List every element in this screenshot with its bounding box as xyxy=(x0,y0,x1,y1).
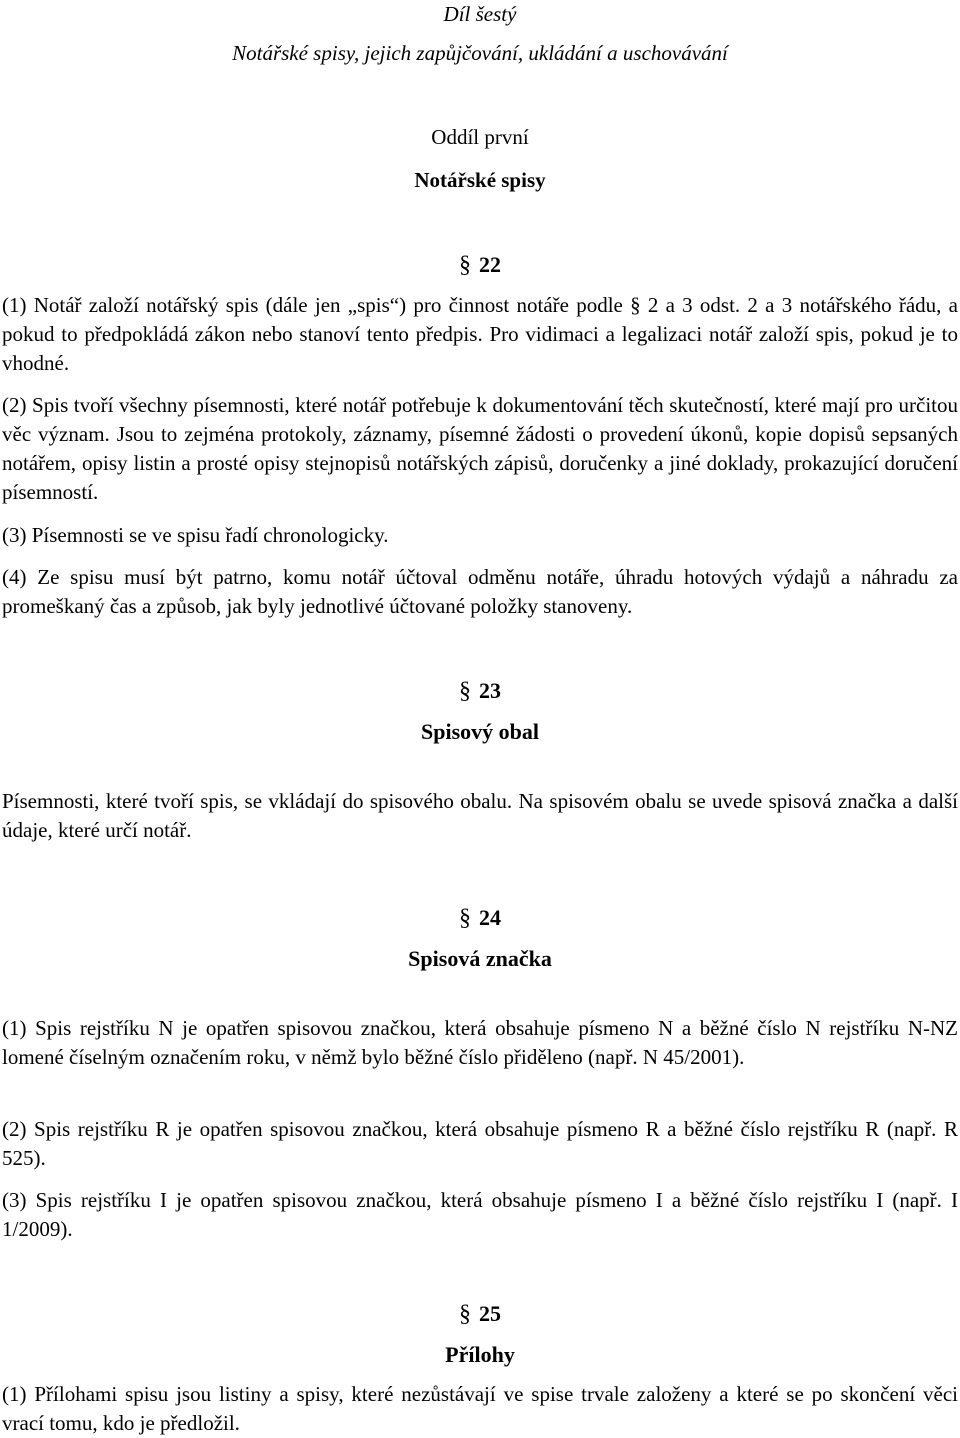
division-label: Oddíl první xyxy=(431,125,529,149)
section-24-heading: Spisová značka xyxy=(408,946,552,971)
section-22-paragraph-2: (2) Spis tvoří všechny písemnosti, které notář potřebuje k dokumentování těch skutečností, které mají pro určitou věc význam. Jsou to zejména protokoly, záznamy, písemné žádosti o provedení úkonů, kopie dopisů sepsaných notářem, opisy listin a prosté opisy stejnopisů notářských zápisů, doručenky a jiné doklady, prokazující doručení písemností. xyxy=(2,393,958,504)
part-title: Notářské spisy, jejich zapůjčování, ukládání a uschovávání xyxy=(232,41,728,65)
section-sign: § xyxy=(459,905,471,931)
section-25-paragraph-1: (1) Přílohami spisu jsou listiny a spisy, které nezůstávají ve spise trvale založeny a které se po skončení věci vrací tomu, kdo je předložil. xyxy=(2,1382,958,1435)
division-title: Notářské spisy xyxy=(414,168,546,192)
section-22-paragraph-4: (4) Ze spisu musí být patrno, komu notář účtoval odměnu notáře, úhradu hotových výdajů a náhradu za promeškaný čas a způsob, jak byly jednotlivé účtované položky stanoveny. xyxy=(2,565,958,618)
section-25-number xyxy=(2,1299,958,1329)
section-24-number xyxy=(2,903,958,933)
section-25-heading: Přílohy xyxy=(445,1342,515,1367)
section-number: 24 xyxy=(479,905,501,930)
section-24-paragraph-2: (2) Spis rejstříku R je opatřen spisovou značkou, která obsahuje písmeno R a běžné číslo rejstříku R (např. R 525). xyxy=(2,1117,958,1170)
part-label: Díl šestý xyxy=(443,2,517,26)
section-22-paragraph-3: (3) Písemnosti se ve spisu řadí chronologicky. xyxy=(2,523,389,547)
section-sign: § xyxy=(459,1301,471,1327)
section-23-paragraph-1: Písemnosti, které tvoří spis, se vkládají do spisového obalu. Na spisovém obalu se uvede spisová značka a další údaje, které určí notář. xyxy=(2,789,958,842)
section-24-paragraph-3: (3) Spis rejstříku I je opatřen spisovou značkou, která obsahuje písmeno I a běžné číslo rejstříku I (např. I 1/2009). xyxy=(2,1188,958,1241)
section-23-heading: Spisový obal xyxy=(421,719,539,744)
section-22-heading xyxy=(2,250,958,280)
section-23-number xyxy=(2,676,958,706)
section-sign: § xyxy=(459,252,471,278)
section-sign: § xyxy=(459,678,471,704)
section-number: 23 xyxy=(479,678,501,703)
section-24-paragraph-1: (1) Spis rejstříku N je opatřen spisovou značkou, která obsahuje písmeno N a běžné číslo N rejstříku N-NZ lomené číselným označením roku, v němž bylo běžné číslo přiděleno (např. N 45/2001). xyxy=(2,1016,958,1069)
section-number: 25 xyxy=(479,1301,501,1326)
section-number: 22 xyxy=(479,252,501,277)
section-22-paragraph-1: (1) Notář založí notářský spis (dále jen „spis“) pro činnost notáře podle § 2 a 3 odst. 2 a 3 notářského řádu, a pokud to předpokládá zákon nebo stanoví tento předpis. Pro vidimaci a legalizaci notář založí spis, pokud je to vhodné. xyxy=(2,293,958,375)
